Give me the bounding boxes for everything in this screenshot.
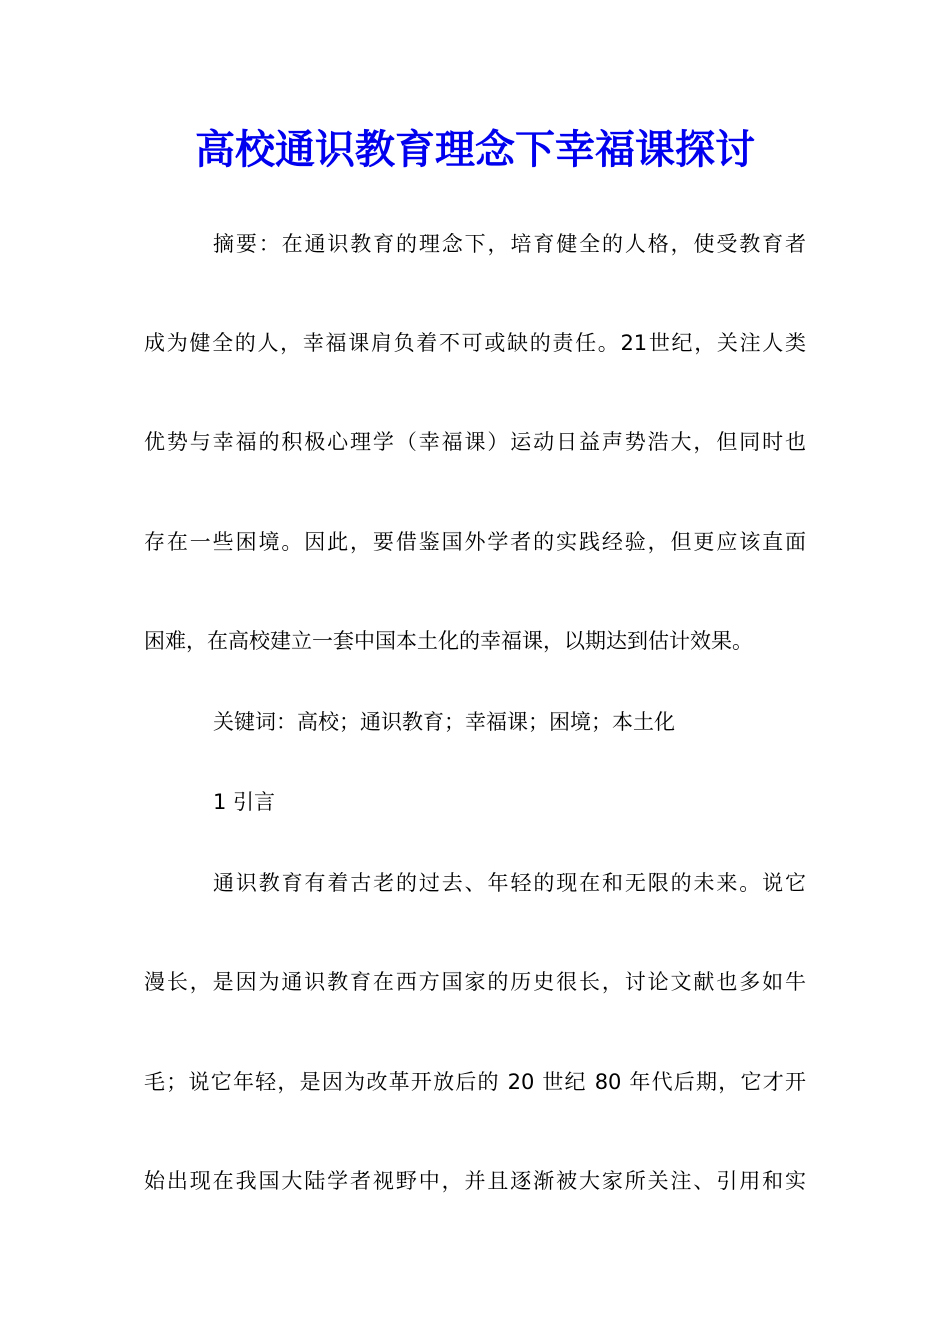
abstract-line-1: 摘要：在通识教育的理念下，培育健全的人格，使受教育者 <box>213 232 806 256</box>
abstract-line-4: 存在一些困境。因此，要借鉴国外学者的实践经验，但更应该直面 <box>144 530 806 554</box>
abstract-line-2: 成为健全的人，幸福课肩负着不可或缺的责任。21世纪，关注人类 <box>144 331 806 355</box>
body-line-3: 毛；说它年轻，是因为改革开放后的 20 世纪 80 年代后期，它才开 <box>144 1070 806 1094</box>
body-line-2: 漫长，是因为通识教育在西方国家的历史很长，讨论文献也多如牛 <box>144 970 806 994</box>
document-title: 高校通识教育理念下幸福课探讨 <box>195 126 755 173</box>
section-heading: 1 引言 <box>213 790 276 814</box>
abstract-line-3: 优势与幸福的积极心理学（幸福课）运动日益声势浩大，但同时也 <box>144 430 806 454</box>
abstract-line-5: 困难，在高校建立一套中国本土化的幸福课，以期达到估计效果。 <box>144 629 753 653</box>
keywords-line: 关键词：高校；通识教育；幸福课；困境；本土化 <box>213 710 675 734</box>
body-line-4: 始出现在我国大陆学者视野中，并且逐渐被大家所关注、引用和实 <box>144 1169 806 1193</box>
body-line-1: 通识教育有着古老的过去、年轻的现在和无限的未来。说它 <box>213 871 806 895</box>
